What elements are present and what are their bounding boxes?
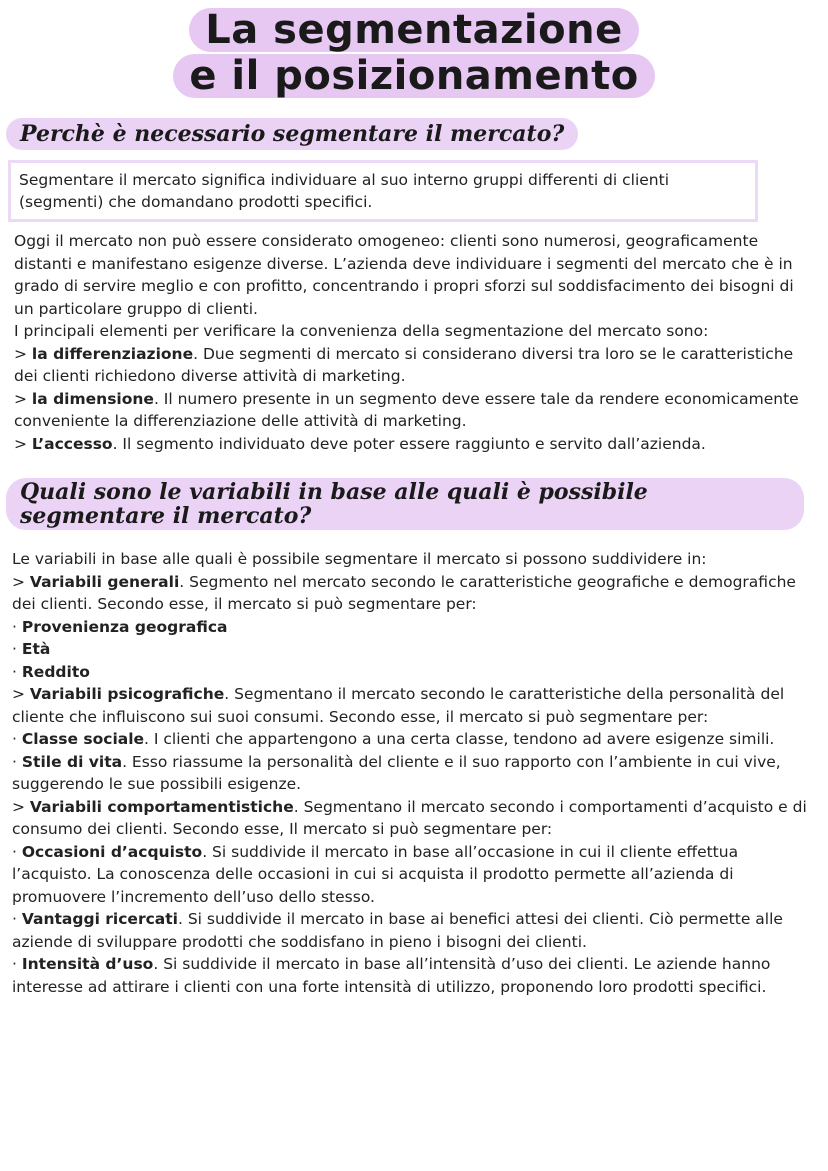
list-item: · Reddito [12,662,90,681]
title-line-2: e il posizionamento [173,54,654,98]
element-item: > L’accesso. Il segmento individuato deve poter essere raggiunto e servito dall’azienda. [14,434,706,453]
list-item: · Stile di vita. Esso riassume la personalità del cliente e il suo rapporto con l’ambiente in cui vive, suggerendo le sue possibili esigenze. [12,752,781,793]
page-title [0,8,828,100]
definition-box: Segmentare il mercato significa individuare al suo interno gruppi differenti di clienti (segmenti) che domandano prodotti specifici. [8,160,758,222]
list-item: · Occasioni d’acquisto. Si suddivide il mercato in base all’occasione in cui il cliente effettua l’acquisto. La conoscenza delle occasioni in cui si acquista il prodotto permette all’azienda di promuovere l’incremento dell’uso dello stesso. [12,842,739,906]
section2-body [12,548,812,998]
section-heading-why-segment: Perchè è necessario segmentare il mercato? [6,118,578,150]
element-item: > la dimensione. Il numero presente in un segmento deve essere tale da rendere economicamente conveniente la differenziazione delle attività di marketing. [14,389,799,430]
behavioral-variables: > Variabili comportamentistiche. Segmentano il mercato secondo i comportamenti d’acquisto e di consumo dei clienti. Secondo esse, Il mercato si può segmentare per: [12,797,807,838]
list-item: · Età [12,640,51,658]
list-item: · Provenienza geografica [12,617,228,636]
element-item: > la differenziazione. Due segmenti di mercato si considerano diversi tra loro se le caratteristiche dei clienti richiedono diverse attività di marketing. [14,344,794,385]
list-item: · Vantaggi ricercati. Si suddivide il mercato in base ai benefici attesi dei clienti. Ciò permette alle aziende di sviluppare prodotti che soddisfano in pieno i bisogni dei clienti. [12,910,783,951]
intro-paragraph: Oggi il mercato non può essere considerato omogeneo: clienti sono numerosi, geograficamente distanti e manifestano esigenze diverse. L’azienda deve individuare i segmenti del mercato che è in grado di servire meglio e con profitto, concentrando i propri sforzi sul soddisfacimento dei bisogni di un particolare gruppo di clienti. [14,232,794,318]
general-variables: > Variabili generali. Segmento nel mercato secondo le caratteristiche geografiche e demografiche dei clienti. Secondo esse, il mercato si può segmentare per: [12,572,796,613]
section1-body [14,230,804,455]
list-item: · Classe sociale. I clienti che appartengono a una certa classe, tendono ad avere esigenze simili. [12,730,775,748]
section-heading-variables: Quali sono le variabili in base alle quali è possibile segmentare il mercato? [6,478,804,530]
elements-intro: I principali elementi per verificare la convenienza della segmentazione del mercato sono: [14,322,709,340]
list-item: · Intensità d’uso. Si suddivide il mercato in base all’intensità d’uso dei clienti. Le aziende hanno interesse ad attirare i clienti con una forte intensità di utilizzo, proponendo loro prodotti specifici. [12,955,771,996]
psychographic-variables: > Variabili psicografiche. Segmentano il mercato secondo le caratteristiche della personalità del cliente che influiscono sui suoi consumi. Secondo esse, il mercato si può segmentare per: [12,685,785,726]
variables-intro: Le variabili in base alle quali è possibile segmentare il mercato si possono suddividere in: [12,550,707,568]
title-line-1: La segmentazione [189,8,638,52]
